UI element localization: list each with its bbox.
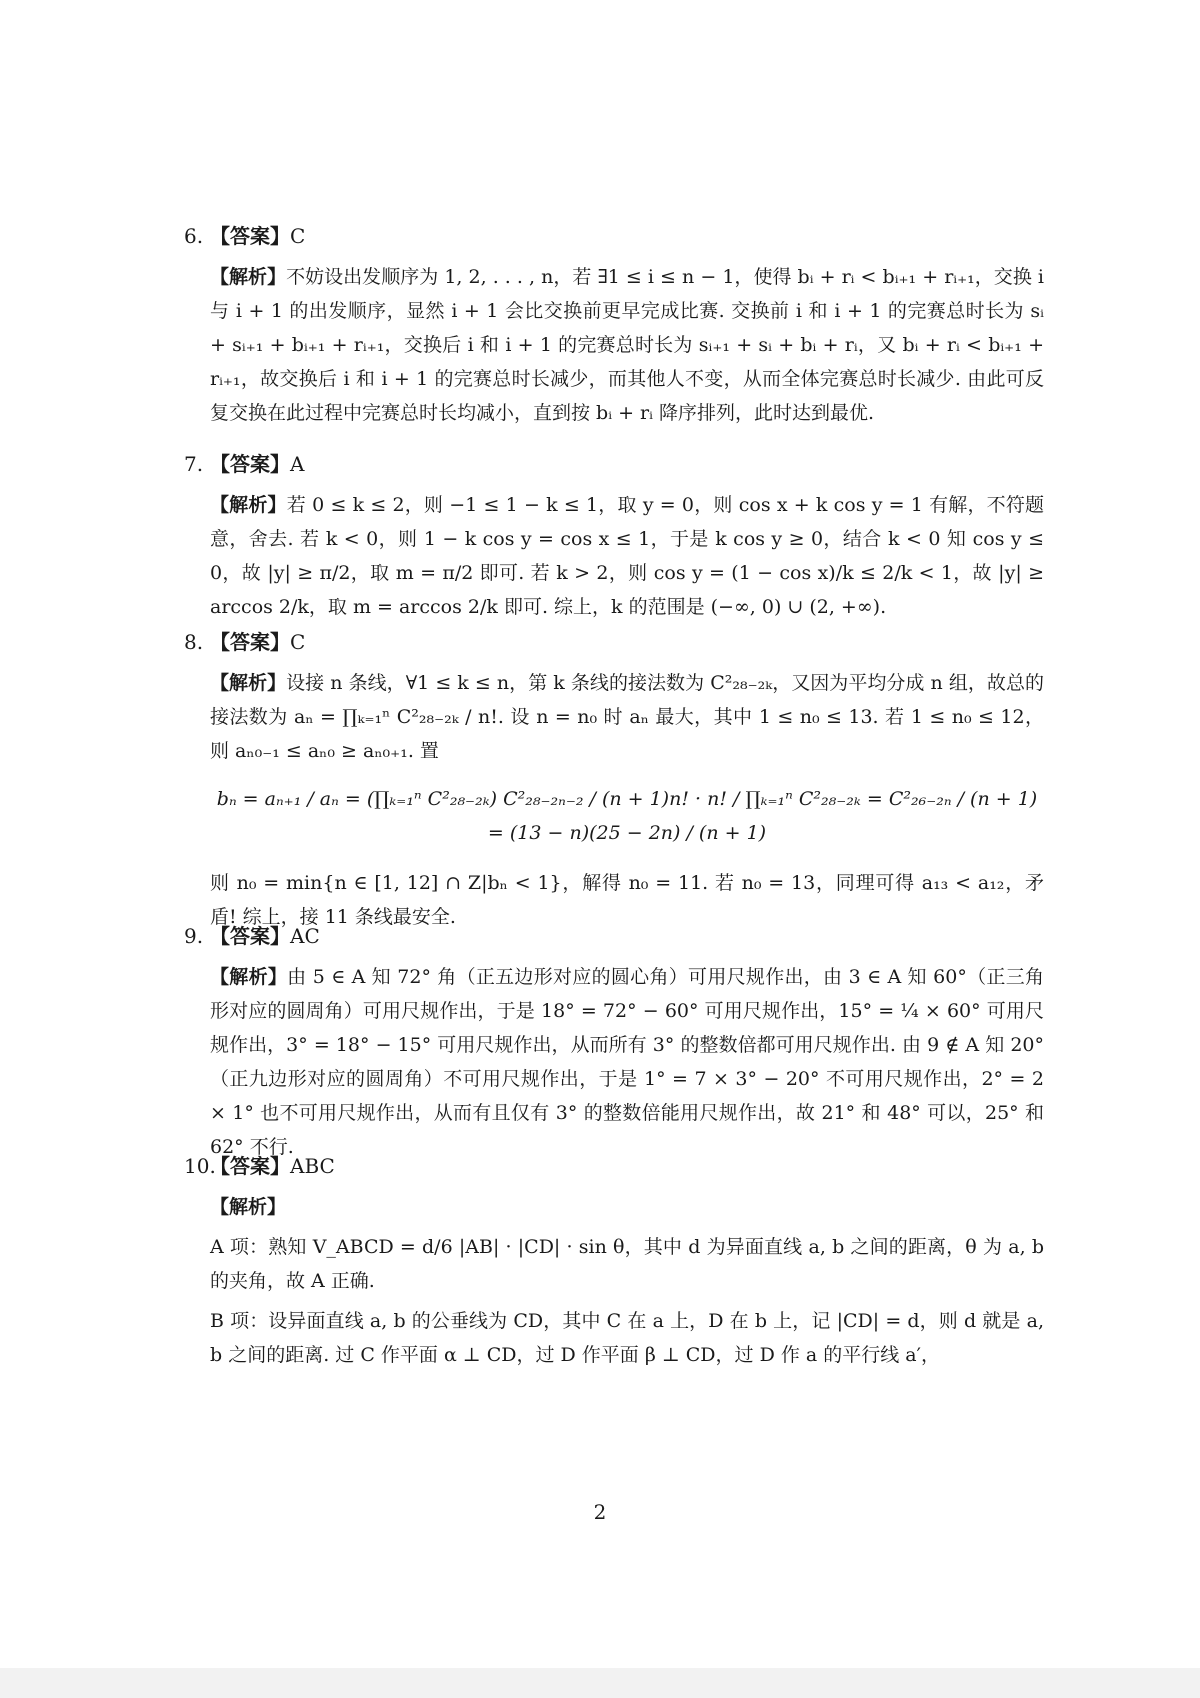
question-number: 9. [184,924,204,948]
answer-tag: 【答案】 [210,630,290,654]
question-number: 7. [184,452,204,476]
analysis-text: 设接 n 条线，∀1 ≤ k ≤ n，第 k 条线的接法数为 C²₂₈₋₂ₖ，又因为平均分成 n 组，故总的接法数为 aₙ = ∏ₖ₌₁ⁿ C²₂₈₋₂ₖ / n!. 设 n = n₀ 时 aₙ 最大，其中 1 ≤ n₀ ≤ 13. 若 1 ≤ n₀ ≤ 12，则 aₙ₀₋₁ ≤ aₙ₀ ≥ aₙ₀₊₁. 置 [210,672,1044,762]
display-equation: bₙ = aₙ₊₁ / aₙ = (∏ₖ₌₁ⁿ C²₂₈₋₂ₖ) C²₂₈₋₂ₙ₋₂ / (n + 1)n! · n! / ∏ₖ₌₁ⁿ C²₂₈₋₂ₖ = C²₂₆₋₂ₙ / (n + 1) = (13 − n)(25 − 2n) / (n + 1) [216,788,1038,844]
analysis-tag: 【解析】 [210,266,287,288]
answer-tag: 【答案】 [210,452,290,476]
analysis-continued: 则 n₀ = min{n ∈ [1, 12] ∩ Z|bₙ < 1}，解得 n₀ = 11. 若 n₀ = 13，同理可得 a₁₃ < a₁₂，矛盾! 综上，接 11 条线最安全. [210,872,1044,928]
question-6 [184,222,1044,430]
answer-value: A [290,452,305,476]
analysis [210,666,1044,934]
analysis-tag: 【解析】 [210,672,287,694]
analysis-tag: 【解析】 [210,1196,287,1218]
answer-value: C [290,630,306,654]
analysis-tag: 【解析】 [210,966,288,988]
question-number: 6. [184,224,204,248]
item-a: A 项：熟知 V_ABCD = d/6 |AB| · |CD| · sin θ，其中 d 为异面直线 a, b 之间的距离，θ 为 a, b 的夹角，故 A 正确. [210,1236,1044,1292]
analysis [210,960,1044,1164]
question-number: 10. [184,1154,216,1178]
analysis-text: 不妨设出发顺序为 1, 2, . . . , n，若 ∃1 ≤ i ≤ n − 1，使得 bᵢ + rᵢ < bᵢ₊₁ + rᵢ₊₁，交换 i 与 i + 1 的出发顺序，显然 i + 1 会比交换前更早完成比赛. 交换前 i 和 i + 1 的完赛总时长为 sᵢ + sᵢ₊₁ + bᵢ₊₁ + rᵢ₊₁，交换后 i 和 i + 1 的完赛总时长为 sᵢ₊₁ + sᵢ + bᵢ + rᵢ，又 bᵢ + rᵢ < bᵢ₊₁ + rᵢ₊₁，故交换后 i 和 i + 1 的完赛总时长减少，而其他人不变，从而全体完赛总时长减少. 由此可反复交换在此过程中完赛总时长均减小，直到按 bᵢ + rᵢ 降序排列，此时达到最优. [210,266,1044,424]
analysis [210,1190,1044,1372]
scan-bottom-strip [0,1668,1200,1698]
answer-line [184,450,1044,478]
analysis [210,260,1044,430]
page-number: 2 [593,1500,607,1524]
analysis [210,488,1044,624]
answer-tag: 【答案】 [210,924,290,948]
answer-value: AC [290,924,320,948]
answer-line [184,222,1044,250]
answer-line [184,1152,1044,1180]
item-b: B 项：设异面直线 a, b 的公垂线为 CD，其中 C 在 a 上，D 在 b 上，记 |CD| = d，则 d 就是 a, b 之间的距离. 过 C 作平面 α ⊥ CD，过 D 作平面 β ⊥ CD，过 D 作 a 的平行线 a′， [210,1310,1044,1366]
answer-tag: 【答案】 [210,224,290,248]
answer-tag: 【答案】 [210,1154,290,1178]
analysis-tag: 【解析】 [210,494,287,516]
answer-line [184,628,1044,656]
question-7 [184,450,1044,624]
answer-line [184,922,1044,950]
answer-value: ABC [290,1154,335,1178]
answer-value: C [290,224,306,248]
question-number: 8. [184,630,204,654]
question-8 [184,628,1044,934]
question-9 [184,922,1044,1164]
analysis-text: 由 5 ∈ A 知 72° 角（正五边形对应的圆心角）可用尺规作出，由 3 ∈ A 知 60°（正三角形对应的圆周角）可用尺规作出，于是 18° = 72° − 60° 可用尺规作出，15° = ¼ × 60° 可用尺规作出，3° = 18° − 15° 可用尺规作出，从而所有 3° 的整数倍都可用尺规作出. 由 9 ∉ A 知 20°（正九边形对应的圆周角）不可用尺规作出，于是 1° = 7 × 3° − 20° 不可用尺规作出，2° = 2 × 1° 也不可用尺规作出，从而有且仅有 3° 的整数倍能用尺规作出，故 21° 和 48° 可以，25° 和 62° 不行. [210,966,1044,1158]
question-10 [184,1152,1044,1372]
analysis-text: 若 0 ≤ k ≤ 2，则 −1 ≤ 1 − k ≤ 1，取 y = 0，则 cos x + k cos y = 1 有解，不符题意，舍去. 若 k < 0，则 1 − k cos y = cos x ≤ 1，于是 k cos y ≥ 0，结合 k < 0 知 cos y ≤ 0，故 |y| ≥ π/2，取 m = π/2 即可. 若 k > 2，则 cos y = (1 − cos x)/k ≤ 2/k < 1，故 |y| ≥ arccos 2/k，取 m = arccos 2/k 即可. 综上，k 的范围是 (−∞, 0) ∪ (2, +∞). [210,494,1044,618]
